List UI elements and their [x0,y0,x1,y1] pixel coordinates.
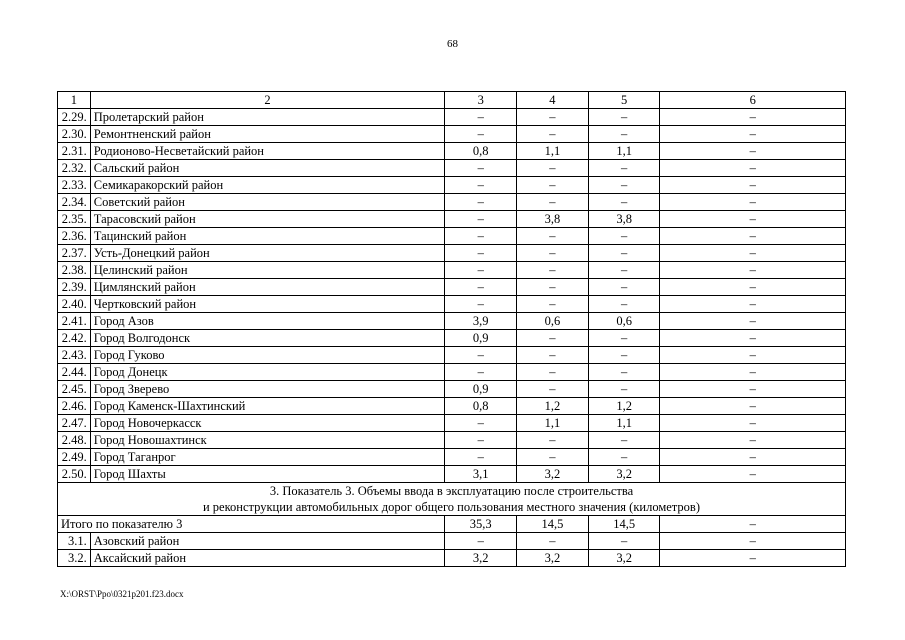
row-col-3: – [445,109,517,126]
row-col-4: – [517,245,589,262]
section-title-line-1: 3. Показатель 3. Объемы ввода в эксплуатацию после строительства [269,484,634,498]
row-number: 2.30. [58,126,91,143]
row-col-4: – [517,177,589,194]
row-col-3: 3,2 [445,550,517,567]
row-number: 2.37. [58,245,91,262]
section-title [58,483,846,516]
row-col-3: – [445,415,517,432]
row-col-6: – [660,550,846,567]
row-col-6: – [660,415,846,432]
row-col-4: – [517,381,589,398]
row-col-6: – [660,194,846,211]
row-col-3: – [445,279,517,296]
total-label: Итого по показателю 3 [58,516,445,533]
header-col-1: 1 [58,92,91,109]
row-col-3: 0,8 [445,398,517,415]
row-col-6: – [660,347,846,364]
row-col-6: – [660,177,846,194]
table-row [58,381,846,398]
row-col-4: – [517,194,589,211]
row-col-4: 1,1 [517,143,589,160]
row-col-4: – [517,296,589,313]
row-col-4: 3,2 [517,466,589,483]
row-col-5: – [588,533,660,550]
row-col-3: – [445,245,517,262]
table-row [58,449,846,466]
row-col-4: 1,2 [517,398,589,415]
row-col-6: – [660,364,846,381]
row-name: Город Новочеркасск [90,415,445,432]
row-number: 2.36. [58,228,91,245]
row-col-3: – [445,432,517,449]
row-col-5: 1,1 [588,143,660,160]
total-col-6: – [660,516,846,533]
row-name: Сальский район [90,160,445,177]
row-name: Город Зверево [90,381,445,398]
header-col-4: 4 [517,92,589,109]
row-name: Семикаракорский район [90,177,445,194]
row-name: Усть-Донецкий район [90,245,445,262]
row-name: Город Гуково [90,347,445,364]
page-number: 68 [447,38,458,50]
table-row [58,262,846,279]
row-col-3: 3,9 [445,313,517,330]
header-col-3: 3 [445,92,517,109]
row-number: 2.48. [58,432,91,449]
row-col-4: – [517,449,589,466]
table-row [58,432,846,449]
row-col-4: – [517,262,589,279]
header-col-5: 5 [588,92,660,109]
row-col-6: – [660,245,846,262]
row-col-5: – [588,194,660,211]
total-col-4: 14,5 [517,516,589,533]
row-col-6: – [660,143,846,160]
total-col-5: 14,5 [588,516,660,533]
table-row [58,228,846,245]
row-col-3: – [445,228,517,245]
table-row [58,415,846,432]
row-col-4: – [517,126,589,143]
table-row [58,296,846,313]
row-col-6: – [660,313,846,330]
row-name: Советский район [90,194,445,211]
table-row [58,364,846,381]
row-col-5: – [588,126,660,143]
row-number: 2.43. [58,347,91,364]
data-table [57,91,846,567]
section-title-line-2: и реконструкции автомобильных дорог общего пользования местного значения (километров) [202,500,700,514]
table-row [58,160,846,177]
header-col-2: 2 [90,92,445,109]
row-col-3: – [445,262,517,279]
row-number: 3.1. [58,533,91,550]
row-name: Азовский район [90,533,445,550]
row-name: Город Донецк [90,364,445,381]
row-col-4: – [517,228,589,245]
row-col-5: – [588,347,660,364]
row-col-4: – [517,347,589,364]
row-col-6: – [660,330,846,347]
row-col-3: – [445,364,517,381]
table-row [58,126,846,143]
row-name: Город Каменск-Шахтинский [90,398,445,415]
table-row [58,398,846,415]
table-body-districts [58,109,846,483]
row-col-6: – [660,211,846,228]
table-row [58,347,846,364]
row-col-5: – [588,330,660,347]
row-number: 2.46. [58,398,91,415]
row-col-3: – [445,126,517,143]
row-col-5: 3,2 [588,466,660,483]
row-col-3: – [445,296,517,313]
row-col-4: – [517,330,589,347]
row-col-6: – [660,109,846,126]
row-number: 3.2. [58,550,91,567]
row-col-6: – [660,449,846,466]
row-name: Тарасовский район [90,211,445,228]
row-col-5: – [588,364,660,381]
table-row [58,313,846,330]
row-number: 2.40. [58,296,91,313]
row-name: Ремонтненский район [90,126,445,143]
row-number: 2.39. [58,279,91,296]
table-row [58,279,846,296]
row-col-5: – [588,245,660,262]
row-number: 2.38. [58,262,91,279]
row-number: 2.34. [58,194,91,211]
row-col-5: – [588,262,660,279]
row-col-5: – [588,449,660,466]
row-col-6: – [660,279,846,296]
row-number: 2.41. [58,313,91,330]
total-row [58,516,846,533]
row-col-6: – [660,432,846,449]
row-col-5: – [588,279,660,296]
row-col-6: – [660,262,846,279]
row-name: Город Таганрог [90,449,445,466]
row-col-3: 3,1 [445,466,517,483]
table-row [58,211,846,228]
row-name: Родионово-Несветайский район [90,143,445,160]
row-col-5: – [588,228,660,245]
table-row [58,194,846,211]
row-number: 2.45. [58,381,91,398]
row-col-4: – [517,160,589,177]
row-col-4: – [517,109,589,126]
table-row [58,533,846,550]
row-col-5: – [588,296,660,313]
row-col-5: 3,8 [588,211,660,228]
table-row [58,177,846,194]
row-number: 2.35. [58,211,91,228]
row-name: Город Волгодонск [90,330,445,347]
row-col-4: 3,8 [517,211,589,228]
row-col-6: – [660,398,846,415]
row-col-6: – [660,296,846,313]
row-col-3: – [445,211,517,228]
row-col-4: – [517,533,589,550]
row-col-6: – [660,533,846,550]
row-col-3: – [445,533,517,550]
row-number: 2.44. [58,364,91,381]
row-number: 2.49. [58,449,91,466]
table-row [58,109,846,126]
section-title-row [58,483,846,516]
row-name: Пролетарский район [90,109,445,126]
row-number: 2.47. [58,415,91,432]
row-col-5: – [588,109,660,126]
row-col-6: – [660,160,846,177]
row-name: Аксайский район [90,550,445,567]
row-col-6: – [660,228,846,245]
row-col-5: – [588,381,660,398]
header-col-6: 6 [660,92,846,109]
table-row [58,330,846,347]
table-row [58,245,846,262]
file-path: X:\ORST\Ppo\0321p201.f23.docx [60,589,184,599]
row-name: Тацинский район [90,228,445,245]
row-col-3: – [445,194,517,211]
row-col-6: – [660,466,846,483]
row-col-4: 3,2 [517,550,589,567]
row-number: 2.33. [58,177,91,194]
row-col-3: 0,9 [445,330,517,347]
row-col-5: 0,6 [588,313,660,330]
row-col-5: 1,1 [588,415,660,432]
row-number: 2.29. [58,109,91,126]
row-name: Цимлянский район [90,279,445,296]
row-col-6: – [660,381,846,398]
row-col-3: 0,9 [445,381,517,398]
row-col-5: – [588,160,660,177]
row-name: Целинский район [90,262,445,279]
row-col-5: 1,2 [588,398,660,415]
row-col-6: – [660,126,846,143]
row-number: 2.31. [58,143,91,160]
row-col-3: – [445,347,517,364]
row-col-4: – [517,279,589,296]
row-col-4: – [517,364,589,381]
table-row [58,550,846,567]
row-col-4: 1,1 [517,415,589,432]
row-col-3: – [445,160,517,177]
row-col-3: 0,8 [445,143,517,160]
table-body-indicator-3 [58,533,846,567]
row-col-4: – [517,432,589,449]
header-row [58,92,846,109]
row-col-5: – [588,432,660,449]
row-name: Город Шахты [90,466,445,483]
row-name: Город Новошахтинск [90,432,445,449]
row-number: 2.50. [58,466,91,483]
table-row [58,466,846,483]
row-name: Чертковский район [90,296,445,313]
row-col-4: 0,6 [517,313,589,330]
table-body-section [58,483,846,533]
row-col-3: – [445,449,517,466]
row-name: Город Азов [90,313,445,330]
total-col-3: 35,3 [445,516,517,533]
row-col-5: 3,2 [588,550,660,567]
row-number: 2.42. [58,330,91,347]
row-col-5: – [588,177,660,194]
row-col-3: – [445,177,517,194]
row-number: 2.32. [58,160,91,177]
table-row [58,143,846,160]
